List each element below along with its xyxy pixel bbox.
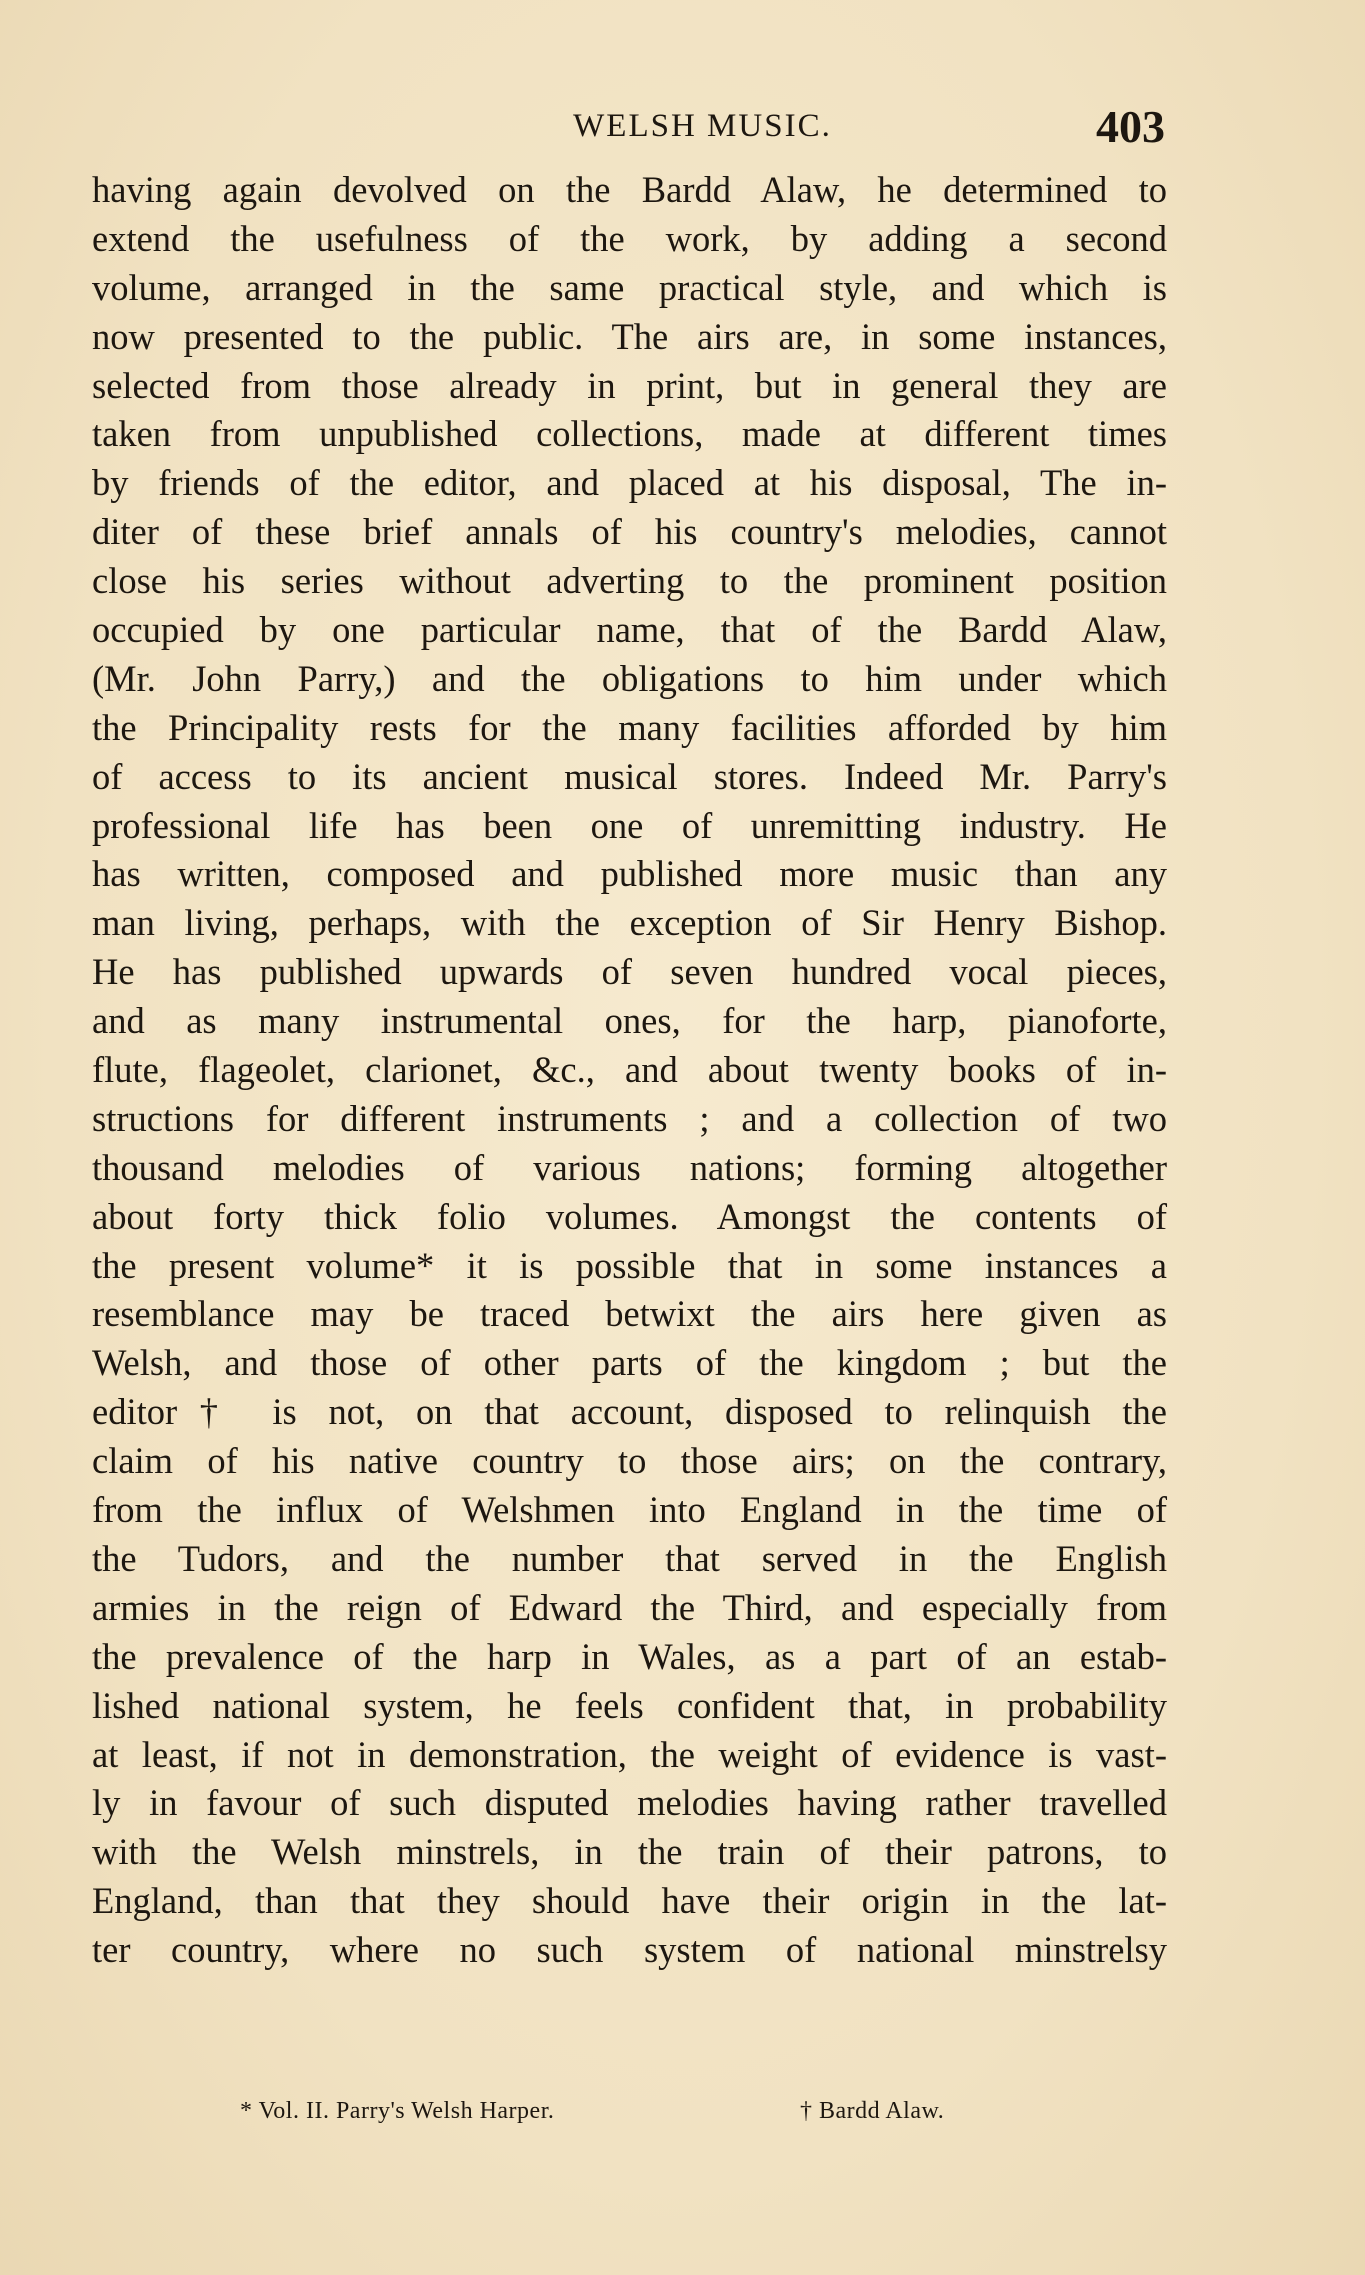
text-line: by friends of the editor, and placed at his disposal, The in-: [92, 462, 1167, 504]
text-line: extend the usefulness of the work, by adding a second: [92, 217, 1167, 259]
text-line: with the Welsh minstrels, in the train of their patrons, to: [92, 1831, 1167, 1873]
text-line: ly in favour of such disputed melodies having rather travelled: [92, 1782, 1167, 1824]
text-line: taken from unpublished collections, made at different times: [92, 413, 1167, 455]
text-line: editor† is not, on that account, disposed to relinquish the: [92, 1391, 1167, 1433]
text-line: the present volume* it is possible that in some instances a: [92, 1244, 1167, 1286]
text-line: England, than that they should have their origin in the lat-: [92, 1880, 1167, 1922]
text-line: diter of these brief annals of his country's melodies, cannot: [92, 511, 1167, 553]
text-line: He has published upwards of seven hundred vocal pieces,: [92, 951, 1167, 993]
text-line: resemblance may be traced betwixt the airs here given as: [92, 1293, 1167, 1335]
text-line: and as many instrumental ones, for the harp, pianoforte,: [92, 1000, 1167, 1042]
page-number: 403: [1096, 101, 1165, 152]
footnote-bardd-alaw: † Bardd Alaw.: [800, 2098, 945, 2124]
text-line: claim of his native country to those airs; on the contrary,: [92, 1440, 1167, 1482]
text-line: structions for different instruments ; and a collection of two: [92, 1097, 1167, 1139]
text-line: man living, perhaps, with the exception of Sir Henry Bishop.: [92, 902, 1167, 944]
running-head: WELSH MUSIC.: [573, 108, 832, 144]
text-line: flute, flageolet, clarionet, &c., and about twenty books of in-: [92, 1049, 1167, 1091]
text-line: the prevalence of the harp in Wales, as a part of an estab-: [92, 1635, 1167, 1677]
text-line: professional life has been one of unremitting industry. He: [92, 804, 1167, 846]
text-line: about forty thick folio volumes. Amongst the contents of: [92, 1195, 1167, 1237]
text-line: the Principality rests for the many facilities afforded by him: [92, 706, 1167, 748]
text-line: armies in the reign of Edward the Third, and especially from: [92, 1586, 1167, 1628]
text-line: selected from those already in print, but in general they are: [92, 364, 1167, 406]
footnote-vol-ii: * Vol. II. Parry's Welsh Harper.: [240, 2098, 555, 2124]
text-line: at least, if not in demonstration, the weight of evidence is vast-: [92, 1733, 1167, 1775]
page-header: [90, 100, 1165, 160]
text-line: has written, composed and published more music than any: [92, 853, 1167, 895]
text-line: of access to its ancient musical stores. Indeed Mr. Parry's: [92, 755, 1167, 797]
text-line: from the influx of Welshmen into England in the time of: [92, 1489, 1167, 1531]
text-line: now presented to the public. The airs are, in some instances,: [92, 315, 1167, 357]
text-line: close his series without adverting to the prominent position: [92, 560, 1167, 602]
text-line: having again devolved on the Bardd Alaw, he determined to: [92, 169, 1167, 210]
text-line: occupied by one particular name, that of the Bardd Alaw,: [92, 609, 1167, 651]
text-line: volume, arranged in the same practical style, and which is: [92, 266, 1167, 308]
text-line: Welsh, and those of other parts of the kingdom ; but the: [92, 1342, 1167, 1384]
text-line: the Tudors, and the number that served in the English: [92, 1537, 1167, 1579]
text-line: ter country, where no such system of national minstrelsy: [92, 1929, 1167, 1971]
text-line: (Mr. John Parry,) and the obligations to him under which: [92, 657, 1167, 699]
text-line: lished national system, he feels confident that, in probability: [92, 1684, 1167, 1726]
body-text: [92, 166, 1167, 1975]
text-line: thousand melodies of various nations; forming altogether: [92, 1146, 1167, 1188]
